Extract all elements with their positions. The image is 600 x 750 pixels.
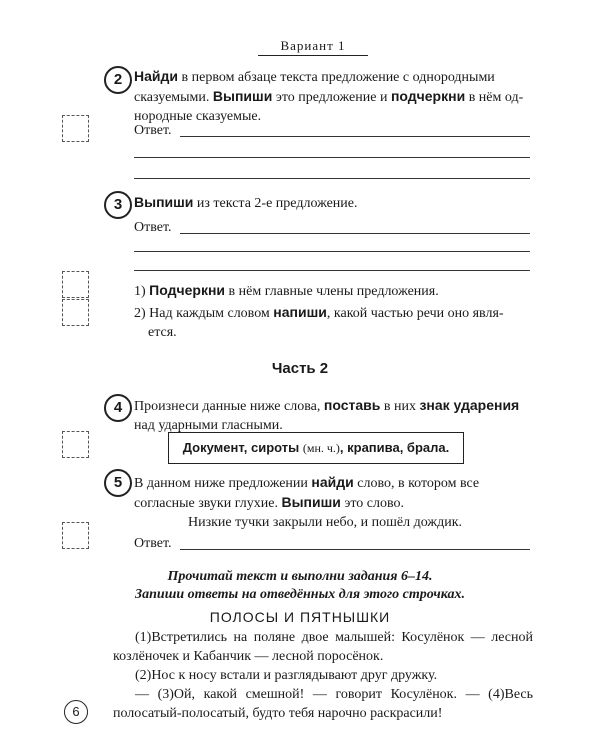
header-divider bbox=[258, 55, 368, 56]
task4-words-1: Документ, сироты bbox=[182, 440, 303, 455]
task3-text bbox=[134, 193, 530, 213]
part-title: Часть 2 bbox=[271, 360, 329, 377]
task5-answer-line[interactable] bbox=[180, 549, 530, 550]
task4-verb-put: поставь bbox=[323, 397, 381, 413]
task2-verb-find: Найди bbox=[134, 68, 178, 84]
task3-sub2-text-2: ется. bbox=[148, 325, 177, 340]
task5-sentence: Низкие тучки закрыли небо, и пошёл дождик. bbox=[188, 515, 462, 530]
task2-text-2: сказуемыми. bbox=[134, 90, 213, 105]
story-text bbox=[113, 628, 533, 723]
task3-sub2-text: , какой частью речи оно явля- bbox=[326, 306, 504, 321]
task2-answer-line-1[interactable] bbox=[180, 136, 530, 137]
task3-answer-line-3[interactable] bbox=[134, 270, 530, 271]
task5-verb-find: найди bbox=[311, 474, 354, 490]
reading-instruction-2: Запиши ответы на отведённых для этого строчках. bbox=[135, 587, 465, 602]
task4-words-2: , крапива, брала. bbox=[339, 440, 450, 455]
task3-subtask-2 bbox=[134, 303, 530, 342]
task3-answer-line-1[interactable] bbox=[180, 233, 530, 234]
task2-text-3: это предложение и bbox=[272, 90, 391, 105]
task2-answer-line-3[interactable] bbox=[134, 178, 530, 179]
task-number-3: 3 bbox=[104, 191, 132, 219]
task5-text-3: согласные звуки глухие. bbox=[134, 496, 282, 511]
task-number-5: 5 bbox=[104, 469, 132, 497]
task2-answer-label: Ответ. bbox=[134, 123, 172, 138]
task2-verb-underline: подчеркни bbox=[390, 88, 466, 104]
score-box-task5[interactable] bbox=[62, 522, 89, 549]
task2-text-5: нородные сказуемые. bbox=[134, 109, 262, 124]
task3-answer-label: Ответ. bbox=[134, 220, 172, 235]
task4-word-box bbox=[168, 432, 464, 464]
task3-verb-write-2: напиши bbox=[273, 304, 327, 320]
task3-verb-underline: Подчеркни bbox=[149, 282, 226, 298]
score-box-task4[interactable] bbox=[62, 431, 89, 458]
variant-header: Вариант 1 bbox=[280, 38, 346, 53]
task5-verb-write: Выпиши bbox=[281, 494, 341, 510]
task-number-2: 2 bbox=[104, 66, 132, 94]
task5-text-4: это слово. bbox=[340, 496, 405, 511]
task3-subtask-1 bbox=[134, 281, 530, 301]
task2-verb-write: Выпиши bbox=[212, 88, 273, 104]
score-box-task3-2[interactable] bbox=[62, 299, 89, 326]
reading-instruction-1: Прочитай текст и выполни задания 6–14. bbox=[167, 569, 433, 584]
page-number: 6 bbox=[64, 700, 88, 724]
task4-text-3: над ударными гласными. bbox=[134, 418, 283, 433]
task3-text-1: из текста 2-е предложение. bbox=[193, 196, 358, 211]
task5-answer-label: Ответ. bbox=[134, 536, 172, 551]
task3-answer-line-2[interactable] bbox=[134, 251, 530, 252]
task5-text-2: слово, в котором все bbox=[353, 476, 480, 491]
task4-stress-mark: знак ударения bbox=[419, 397, 520, 413]
task3-verb-write: Выпиши bbox=[134, 194, 194, 210]
task-number-4: 4 bbox=[104, 394, 132, 422]
task3-sub1-prefix: 1) bbox=[134, 284, 150, 299]
task2-text bbox=[134, 67, 530, 126]
task4-words-note: (мн. ч.) bbox=[302, 441, 340, 455]
story-title: ПОЛОСЫ И ПЯТНЫШКИ bbox=[209, 609, 391, 625]
score-box-task2[interactable] bbox=[62, 115, 89, 142]
task4-text-2: в них bbox=[380, 399, 420, 414]
task5-text-1: В данном ниже предложении bbox=[134, 476, 312, 491]
task2-text-4: в нём од- bbox=[465, 90, 524, 105]
task4-text bbox=[134, 396, 530, 435]
task4-text-1: Произнеси данные ниже слова, bbox=[134, 399, 324, 414]
task5-text bbox=[134, 473, 530, 513]
story-paragraph-1: (1)Встретились на поляне двое малышей: Косулёнок — лесной козлёночек и Кабанчик — лесной поросёнок. bbox=[113, 630, 533, 664]
task3-sub2-prefix: 2) Над каждым словом bbox=[134, 306, 274, 321]
task2-answer-line-2[interactable] bbox=[134, 157, 530, 158]
task2-text-1: в первом абзаце текста предложение с однородными bbox=[178, 70, 495, 85]
story-paragraph-2: (2)Нос к носу встали и разглядывают друг дружку. bbox=[135, 668, 438, 683]
story-paragraph-3: — (3)Ой, какой смешной! — говорит Косулёнок. — (4)Весь полосатый-полосатый, будто тебя нарочно раскрасили! bbox=[113, 687, 533, 721]
task3-sub1-text: в нём главные члены предложения. bbox=[225, 284, 439, 299]
score-box-task3-1[interactable] bbox=[62, 271, 89, 298]
